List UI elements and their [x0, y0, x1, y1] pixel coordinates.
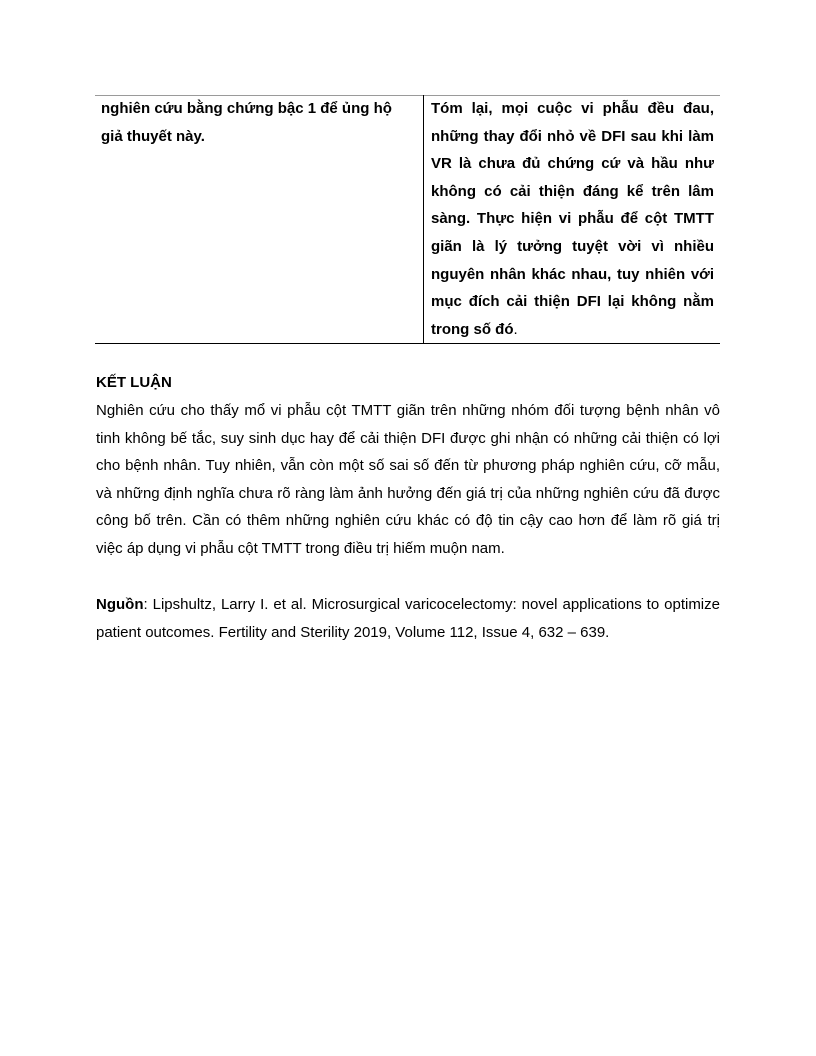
table-cell-left — [95, 95, 424, 344]
source-citation: : Lipshultz, Larry I. et al. Microsurgical varicocelectomy: novel applications to optimize patient outcomes. Fertility and Sterility 2019, Volume 112, Issue 4, 632 – 639. — [96, 596, 720, 641]
table-row — [95, 95, 720, 344]
source-label: Nguồn — [96, 596, 144, 613]
conclusion-heading: KẾT LUẬN — [96, 374, 172, 391]
table-cell-right-period: . — [513, 320, 518, 338]
table-cell-left-text: nghiên cứu bằng chứng bậc 1 để ủng hộ giả thuyết này. — [101, 100, 392, 145]
table-cell-right-text: Tóm lại, mọi cuộc vi phẫu đều đau, những thay đổi nhỏ về DFI sau khi làm VR là chưa đủ chứng cứ và hầu như không có cải thiện đáng kể trên lâm sàng. Thực hiện vi phẫu để cột TMTT giãn là lý tưởng tuyệt vời vì nhiều nguyên nhân khác nhau, tuy nhiên với mục đích cải thiện DFI lại không nằm trong số đó — [431, 100, 714, 338]
comparison-table — [95, 95, 720, 344]
table-cell-right — [424, 95, 721, 344]
conclusion-paragraph: Nghiên cứu cho thấy mổ vi phẫu cột TMTT giãn trên những nhóm đối tượng bệnh nhân vô tinh không bế tắc, suy sinh dục hay để cải thiện DFI được ghi nhận có những cải thiện có lợi cho bệnh nhân. Tuy nhiên, vẫn còn một số sai số đến từ phương pháp nghiên cứu, cỡ mẫu, và những định nghĩa chưa rõ ràng làm ảnh hưởng đến giá trị của những nghiên cứu đã được công bố trên. Cần có thêm những nghiên cứu khác có độ tin cậy cao hơn để làm rõ giá trị việc áp dụng vi phẫu cột TMTT trong điều trị hiếm muộn nam. — [96, 402, 720, 557]
source-paragraph — [96, 591, 720, 646]
